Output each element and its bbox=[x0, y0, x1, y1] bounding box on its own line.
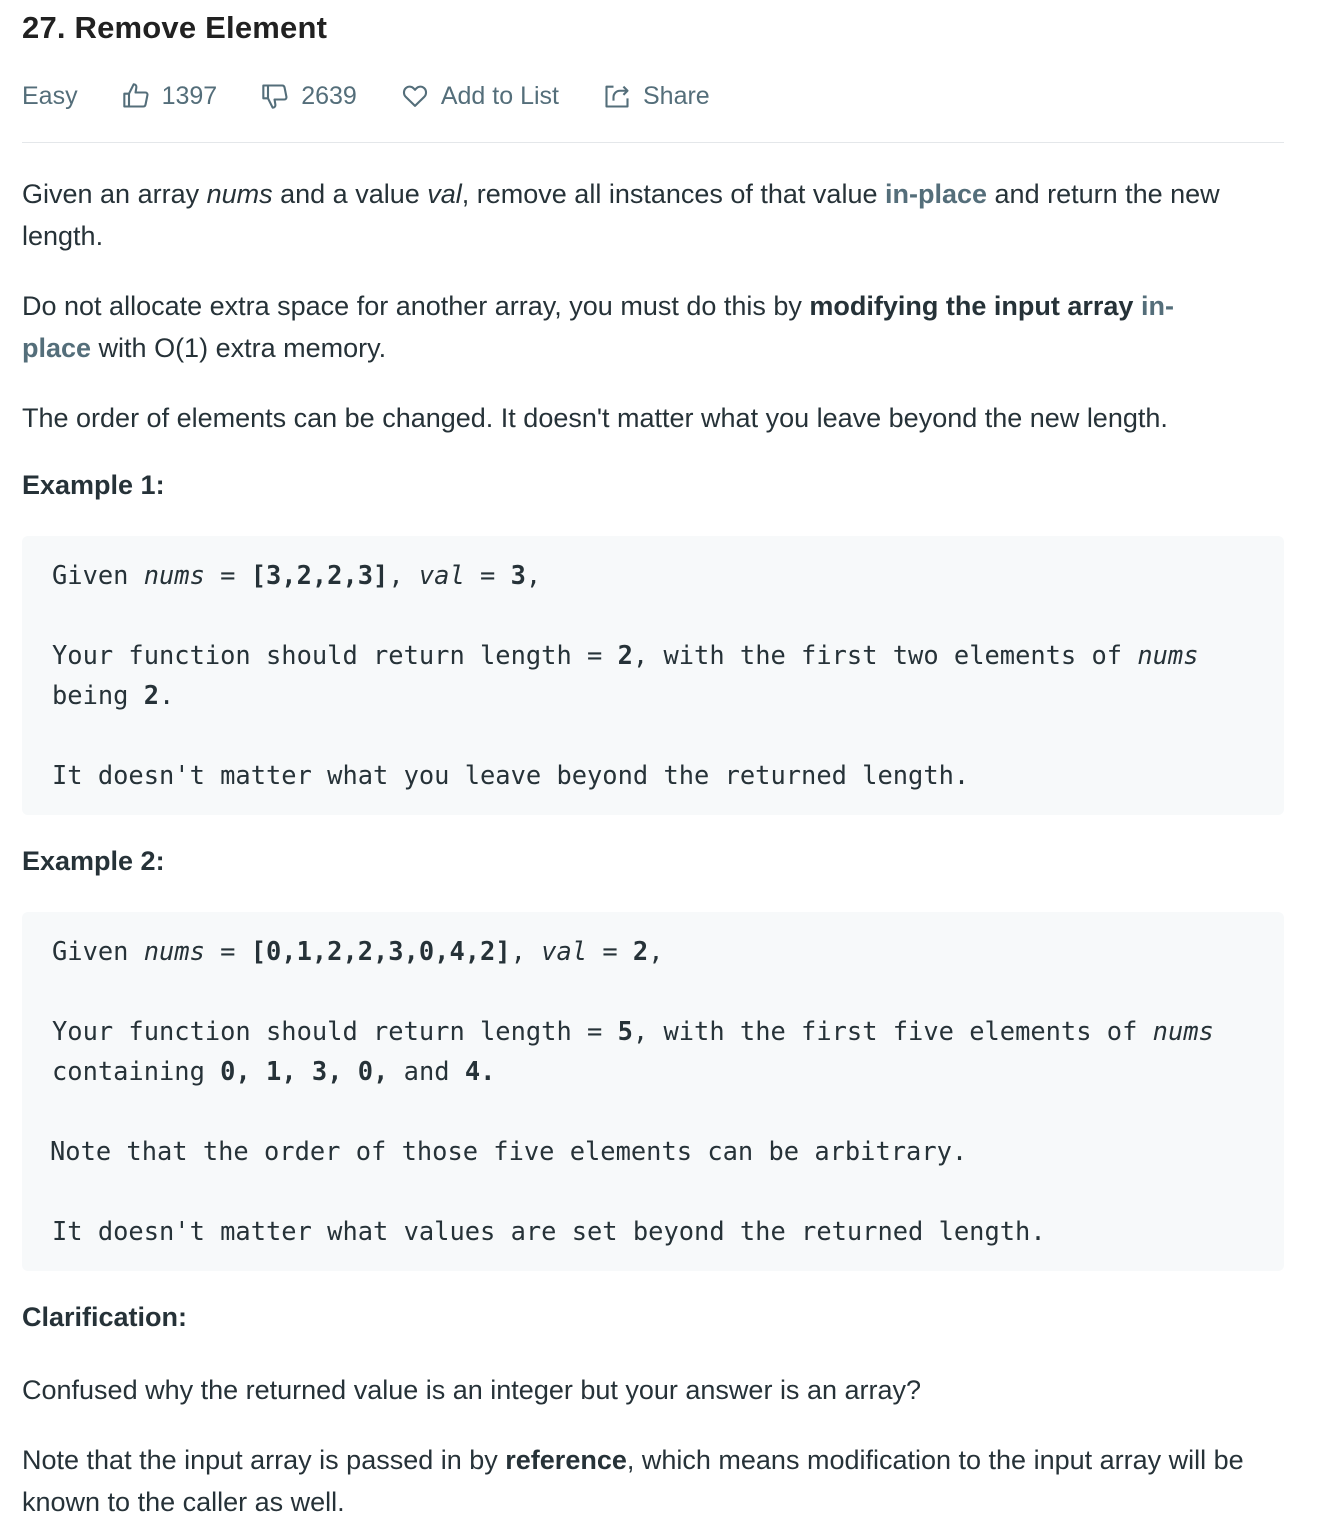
example-2-code-block bbox=[22, 912, 1284, 1271]
code-value: 3 bbox=[510, 560, 526, 590]
variable-val: val bbox=[427, 179, 462, 209]
code-value: 0 bbox=[357, 1056, 374, 1086]
code-value: 1 bbox=[266, 1056, 282, 1086]
code-value: 2 bbox=[617, 640, 633, 670]
text-span: Given an array bbox=[22, 179, 207, 209]
code-value: 0 bbox=[220, 1056, 236, 1086]
code-line: Note that the order of those five elements can be arbitrary. bbox=[50, 1136, 968, 1166]
share-button[interactable] bbox=[603, 82, 710, 111]
code-line bbox=[52, 931, 664, 971]
clarification-paragraph bbox=[22, 1439, 1284, 1523]
code-variable: nums bbox=[143, 560, 205, 590]
code-text: = bbox=[204, 936, 251, 966]
difficulty-label: Easy bbox=[22, 81, 78, 110]
code-text: , bbox=[388, 560, 419, 590]
code-value: 3 bbox=[311, 1056, 328, 1086]
code-value: 4 bbox=[464, 1056, 481, 1086]
text-span: , which means modification to the input array will be known to the caller as well. bbox=[22, 1445, 1244, 1517]
code-text: = bbox=[204, 560, 251, 590]
code-text: , bbox=[235, 1056, 267, 1086]
code-text: , bbox=[525, 560, 542, 590]
problem-meta-bar bbox=[22, 78, 754, 114]
problem-title: 27. Remove Element bbox=[22, 10, 328, 45]
code-value: 5 bbox=[617, 1016, 633, 1046]
code-value: 2 bbox=[143, 680, 160, 710]
code-text: , bbox=[281, 1056, 312, 1086]
thumbs-down-icon bbox=[261, 82, 289, 110]
text-span bbox=[1133, 291, 1141, 321]
code-line: It doesn't matter what values are set beyond the returned length. bbox=[52, 1216, 1046, 1246]
code-text: = bbox=[587, 936, 633, 966]
code-variable: nums bbox=[1137, 640, 1199, 670]
bold-text: reference bbox=[505, 1445, 627, 1475]
example-1-code-block bbox=[22, 536, 1284, 815]
text-span: , remove all instances of that value bbox=[461, 179, 885, 209]
code-value: 2 bbox=[632, 936, 649, 966]
text-span: with O(1) extra memory. bbox=[91, 333, 387, 363]
code-variable: val bbox=[541, 936, 588, 966]
heart-icon bbox=[401, 82, 429, 110]
text-span: and a value bbox=[272, 179, 428, 209]
code-variable: val bbox=[418, 560, 465, 590]
description-paragraph bbox=[22, 173, 1284, 257]
in-place-link[interactable]: in-place bbox=[885, 179, 988, 209]
like-count: 1397 bbox=[161, 81, 218, 110]
code-text: containing bbox=[52, 1056, 221, 1086]
description-paragraph bbox=[22, 285, 1284, 369]
in-place-link[interactable]: place bbox=[22, 333, 92, 363]
in-place-link[interactable]: in- bbox=[1140, 291, 1174, 321]
divider bbox=[22, 142, 1284, 143]
code-text: , bbox=[373, 1056, 404, 1086]
code-text: Your function should return length = bbox=[52, 1016, 618, 1046]
code-text: , bbox=[648, 936, 664, 966]
code-text: and bbox=[403, 1056, 465, 1086]
text-span: and return the new length. bbox=[22, 179, 1220, 251]
dislike-button[interactable] bbox=[261, 82, 357, 111]
code-line bbox=[52, 675, 174, 715]
code-line: It doesn't matter what you leave beyond the returned length. bbox=[52, 760, 970, 790]
code-text: Your function should return length = bbox=[52, 640, 618, 670]
code-text: . bbox=[480, 1056, 496, 1086]
code-line bbox=[52, 635, 1199, 675]
variable-nums: nums bbox=[206, 179, 273, 209]
dislike-count: 2639 bbox=[301, 81, 357, 110]
code-text: Given bbox=[52, 936, 144, 966]
text-span: Do not allocate extra space for another array, you must do this by bbox=[22, 291, 810, 321]
share-icon bbox=[603, 82, 631, 110]
example-1-heading: Example 1: bbox=[22, 470, 165, 500]
code-text: = bbox=[464, 560, 511, 590]
description-paragraph: The order of elements can be changed. It doesn't matter what you leave beyond the new length. bbox=[22, 403, 1168, 433]
code-value: [3,2,2,3] bbox=[250, 560, 389, 590]
code-text: , with the first five elements of bbox=[632, 1016, 1153, 1046]
code-value: [0,1,2,2,3,0,4,2] bbox=[250, 936, 511, 966]
bold-text: modifying the input array bbox=[809, 291, 1134, 321]
clarification-heading: Clarification: bbox=[22, 1302, 188, 1332]
code-text: , bbox=[327, 1056, 358, 1086]
code-text: being bbox=[52, 680, 144, 710]
share-label: Share bbox=[642, 81, 710, 110]
add-to-list-label: Add to List bbox=[440, 81, 559, 110]
code-text: , bbox=[510, 936, 542, 966]
code-variable: nums bbox=[1152, 1016, 1214, 1046]
like-button[interactable] bbox=[122, 82, 218, 111]
code-line bbox=[52, 555, 541, 595]
code-text: Given bbox=[52, 560, 144, 590]
code-text: . bbox=[159, 680, 175, 710]
code-variable: nums bbox=[143, 936, 205, 966]
clarification-paragraph: Confused why the returned value is an integer but your answer is an array? bbox=[22, 1375, 922, 1405]
code-line bbox=[52, 1011, 1214, 1051]
text-span: Note that the input array is passed in by bbox=[22, 1445, 506, 1475]
example-2-heading: Example 2: bbox=[22, 846, 165, 876]
add-to-list-button[interactable] bbox=[401, 82, 559, 111]
code-line bbox=[52, 1051, 495, 1091]
code-text: , with the first two elements of bbox=[632, 640, 1138, 670]
thumbs-up-icon bbox=[122, 82, 150, 110]
